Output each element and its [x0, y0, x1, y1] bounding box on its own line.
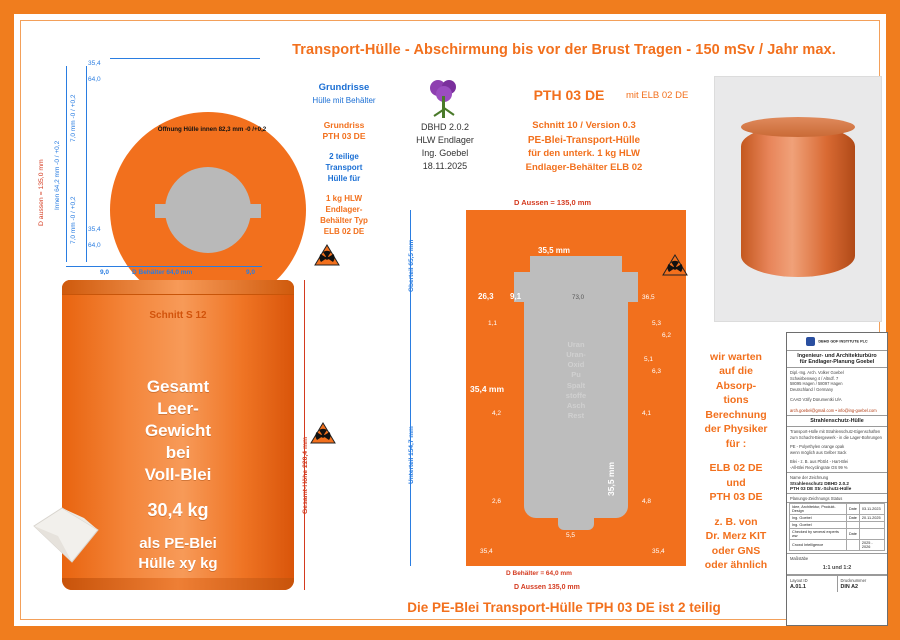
render-photo — [714, 76, 882, 322]
inner-text-1: Uran- — [566, 350, 586, 360]
sec-label-1: 26,3 — [478, 292, 494, 301]
section-desc-3: PE - Polyethylen orange opak — [790, 444, 845, 450]
radioactive-icon-2 — [310, 422, 336, 444]
dim-top-left-2: 64,0 — [88, 76, 101, 83]
tb-drawing-name-row — [787, 473, 887, 494]
tb-office-row — [787, 351, 887, 368]
dim-line-bottom — [66, 266, 262, 267]
label-pth-03-de: PTH 03 DE — [322, 131, 366, 141]
address-line-2: 58095 Hagen / 58097 Hagen — [790, 381, 843, 387]
waiting-line-2: Absorp- — [715, 379, 757, 392]
dim-top-left-1: 35,4 — [88, 60, 101, 67]
section-desc-7: -All-Blei Recyclingrate OS 99 % — [790, 464, 848, 470]
masstabe-label: Maßstäbe — [790, 556, 809, 562]
row-4-c3: 2025 - 2026 — [859, 540, 884, 551]
section-desc-4: wenn möglich aus Gelber Sack — [790, 449, 847, 455]
row-1-c3: 20.11.2025 — [859, 515, 884, 522]
gesamt-5: Voll-Blei — [144, 465, 212, 484]
sec-label-18: 35,4 — [652, 548, 665, 555]
schnitt-version: Schnitt 10 / Version 0.3 — [532, 120, 636, 131]
waiting-line-8: ELB 02 DE — [709, 462, 763, 475]
radioactive-icon-3 — [662, 254, 688, 276]
company-logo-icon — [806, 337, 815, 346]
sec-label-15: 5,5 — [566, 532, 576, 539]
label-behaelter-4: ELB 02 DE — [323, 227, 365, 236]
dim-line-left2 — [86, 66, 87, 262]
notch-left — [155, 204, 167, 218]
table-row — [790, 540, 885, 551]
pe-blei-2: Hülle xy kg — [138, 555, 218, 572]
grey-foot — [558, 518, 594, 530]
fuer-unterk: für den unterk. 1 kg HLW — [528, 148, 640, 159]
plastic-sample-photo — [32, 484, 102, 564]
dim-d-aussen-top: D Aussen = 135,0 mm — [514, 198, 592, 207]
sec-label-13: 2,6 — [492, 498, 502, 505]
row-2-c3 — [859, 522, 884, 529]
label-zweiteilig-1: 2 teilige — [329, 152, 359, 161]
waiting-spacer-1 — [690, 451, 782, 461]
gesamt-4: bei — [165, 443, 191, 462]
dim-line-top — [110, 58, 260, 59]
inner-text-7: Rest — [567, 410, 585, 420]
gesamt-1: Gesamt — [146, 377, 210, 396]
label-behaelter-1: 1 kg HLW — [325, 194, 362, 203]
inner-content-text — [526, 340, 626, 421]
cylinder-top-render — [741, 117, 855, 137]
waiting-note — [690, 350, 782, 573]
cylinder-render — [741, 125, 855, 277]
endlager-behaelter: Endlager-Behälter ELB 02 — [525, 162, 643, 173]
sec-label-5: 1,1 — [488, 320, 498, 327]
row-3-c3 — [859, 529, 884, 540]
drawing-name: Strahlenschutz DBHD 2.0.2 — [790, 480, 849, 486]
waiting-line-4: Berechnung — [705, 408, 767, 421]
inner-text-2: Oxid — [567, 360, 585, 370]
tb-section-title-row — [787, 416, 887, 427]
label-behaelter-3: Behälter Typ — [320, 216, 368, 225]
waiting-line-1: auf die — [719, 365, 753, 378]
waiting-line-3: tions — [723, 394, 749, 407]
waiting-line-14: oder GNS — [711, 544, 761, 557]
drawing-name-label: Name der Zeichnung — [790, 475, 829, 481]
address-line-3: Deutschland / Germany — [790, 386, 834, 392]
inner-text-5: stoffe — [565, 390, 587, 400]
dim-bottom-left-1: 35,4 — [88, 226, 101, 233]
sec-label-10: 6,3 — [652, 368, 662, 375]
sec-label-2: 9,1 — [510, 292, 522, 301]
section-10-drawing — [466, 210, 686, 566]
tb-address-row — [787, 368, 887, 416]
row-2-c1: Ing. Goebel — [790, 522, 847, 529]
table-row — [790, 504, 885, 515]
drucknummer-value: DIN A2 — [840, 583, 858, 590]
row-3-c2: Date — [846, 529, 859, 540]
row-0-c2: Date — [846, 504, 859, 515]
sec-label-4: 36,5 — [642, 294, 655, 301]
behaelter-inner-circle — [165, 167, 251, 253]
dim-gesamthoehe: Gesamt-Höhe 220,4 mm — [302, 436, 309, 514]
section-desc-0: Transport-Hülle mit Strahlenschutz-Eigenschaften — [790, 429, 881, 435]
table-row — [790, 529, 885, 540]
s12-top-rim — [62, 280, 294, 295]
inner-text-4: Spalt — [566, 380, 586, 390]
ing-goebel: Ing. Goebel — [421, 148, 469, 158]
dim-d-behaelter-bottom: D Behälter = 64,0 mm — [506, 570, 572, 577]
dim-line-height — [304, 280, 305, 590]
waiting-spacer-2 — [690, 505, 782, 515]
dim-wall-bottom: 7,0 mm -0 / +0,2 — [70, 196, 77, 244]
tb-section-desc-row — [787, 427, 887, 473]
row-1-c1: Ing. Goebel — [790, 515, 847, 522]
pth-title: PTH 03 DE — [533, 87, 605, 103]
label-grundrisse: Grundrisse — [318, 82, 370, 93]
sec-label-7: 6,2 — [662, 332, 672, 339]
tree-icon — [424, 76, 464, 122]
table-row — [790, 522, 885, 529]
waiting-line-15: oder ähnlich — [704, 559, 768, 572]
sec-label-12: 4,1 — [642, 410, 652, 417]
label-grundriss: Grundriss — [323, 120, 365, 130]
address-line-0: Dipl.-Ing. Arch. Volker Goebel — [790, 370, 844, 375]
dim-edge-left: 9,0 — [100, 269, 110, 276]
waiting-line-13: Dr. Merz KIT — [705, 530, 767, 543]
layout-id-cell — [787, 576, 838, 592]
office-line-2: für Endlager-Planung Goebel — [799, 359, 875, 365]
row-0-c3: 03.11.2023 — [859, 504, 884, 515]
layout-id-value: A.01.1 — [790, 583, 806, 590]
office-line-1: Ingenieur- und Architekturbüro — [797, 353, 877, 359]
tb-status-table-wrap — [787, 503, 887, 551]
scale-value: 1:1 und 1:2 — [822, 564, 852, 571]
tb-logo-row — [787, 333, 887, 351]
waiting-line-6: für : — [725, 437, 747, 450]
tb-footer-row — [787, 575, 887, 592]
pe-blei-transport-huelle: PE-Blei-Transport-Hülle — [527, 135, 641, 146]
title-block — [786, 332, 888, 626]
table-row — [790, 515, 885, 522]
bottom-title: Die PE-Blei Transport-Hülle TPH 03 DE ist 2 teilig — [407, 600, 721, 615]
waiting-line-12: z. B. von — [714, 515, 758, 528]
row-1-c2: Date — [846, 515, 859, 522]
section-title: Strahlenschutz-Hülle — [810, 418, 864, 425]
dim-oberteil: Oberteil 65,5 mm — [408, 239, 415, 292]
weight-value: 30,4 kg — [147, 500, 209, 520]
sec-label-8: 35,4 mm — [470, 384, 505, 394]
pth-subtitle: mit ELB 02 DE — [626, 90, 689, 101]
dim-unterteil: Unterteil 154,7 mm — [408, 426, 415, 484]
label-zweiteilig-3: Hülle für — [327, 174, 361, 183]
dim-behaelter-bottom: D Behälter 64,0 mm — [132, 269, 193, 276]
dim-bottom-left-2: 64,0 — [88, 242, 101, 249]
waiting-line-10: PTH 03 DE — [709, 491, 763, 504]
sec-label-17: 35,4 — [480, 548, 493, 555]
pe-blei-1: als PE-Blei — [139, 535, 217, 552]
address-line-7: arch.goebel@gmail.com • info@ing-goebel.com — [790, 407, 877, 413]
opening-label: Öffnung Hülle innen 82,3 mm -0 /+0,2 — [157, 126, 267, 133]
sec-label-3: 73,0 — [572, 294, 585, 301]
hlw-endlager: HLW Endlager — [416, 135, 474, 145]
dim-line-left — [66, 66, 67, 262]
drucknummer-cell — [838, 576, 888, 592]
label-behaelter-2: Endlager- — [325, 205, 363, 214]
address-line-5: CAAD V3ify Dürumentki U/A — [790, 397, 842, 403]
dim-d-aussen-rot: D aussen = 135,0 mm — [38, 159, 45, 226]
label-huelle-mit-behaelter: Hülle mit Behälter — [312, 96, 376, 105]
grey-cap-top — [530, 256, 622, 274]
row-3-c1: Checked by several experts ww — [790, 529, 847, 540]
dim-d-aussen-bottom: D Aussen 135,0 mm — [514, 584, 580, 591]
notch-right — [249, 204, 261, 218]
company-name: DBHD GDF INSTITUTE PLC — [818, 339, 868, 344]
row-0-c1: Idee, Architektur, Produkt-Design — [790, 504, 847, 515]
status-table — [789, 503, 885, 551]
inner-text-6: Asch — [566, 400, 586, 410]
row-4-c2 — [846, 540, 859, 551]
tb-scale-row — [787, 553, 887, 575]
layout-id-label: Layout ID — [790, 578, 808, 584]
sec-label-14: 4,8 — [642, 498, 652, 505]
label-zweiteilig-2: Transport — [325, 163, 363, 172]
dim-innen-64: Innen 64,2 mm -0 / +0,2 — [54, 140, 61, 210]
dim-wall-top: 7,0 mm -0 / +0,2 — [70, 94, 77, 142]
s12-bottom-rim — [62, 578, 294, 590]
section-desc-6: Blei - z. B. aus PbSl4 - Hart-Blei — [790, 459, 849, 465]
sec-label-6: 5,3 — [652, 320, 662, 327]
s12-label: Schnitt S 12 — [149, 310, 207, 321]
page-title: Transport-Hülle - Abschirmung bis vor der Brust Tragen - 150 mSv / Jahr max. — [292, 42, 836, 58]
waiting-line-5: der Physiker — [704, 423, 768, 436]
tb-status-label-row — [787, 494, 887, 504]
dim-edge-right: 9,0 — [246, 269, 256, 276]
inner-text-3: Pu — [571, 370, 581, 380]
waiting-line-0: wir warten — [710, 351, 762, 363]
inner-text-0: Uran — [567, 340, 585, 349]
gesamt-3: Gewicht — [144, 421, 212, 440]
gesamt-2: Leer- — [157, 399, 199, 418]
sec-label-16: 35,5 mm — [606, 461, 616, 496]
drawing-date: 18.11.2025 — [422, 161, 468, 171]
waiting-line-9: und — [726, 476, 746, 489]
radioactive-icon-1 — [314, 244, 340, 266]
sec-label-0: 35,5 mm — [538, 246, 571, 255]
sec-label-11: 4,2 — [492, 410, 502, 417]
row-2-c2 — [846, 522, 859, 529]
row-4-c1: Crowd Intelligence — [790, 540, 847, 551]
dbhd-version: DBHD 2.0.2 — [420, 122, 470, 132]
section-desc-1: zum Schacht-Biergewerk - in die Lager-Bohrungen — [790, 434, 882, 440]
sec-label-9: 5,1 — [644, 356, 654, 363]
status-label: Planungs-Zeichnungs Status — [790, 495, 843, 501]
drucknummer-label: Drucknummer — [840, 578, 867, 584]
address-line-1: Schwirbenweg 4 / Altndf. 7 — [790, 375, 839, 381]
drawing-subname: PTH 03 DE Str.-Schutz-Hülle — [790, 485, 852, 491]
